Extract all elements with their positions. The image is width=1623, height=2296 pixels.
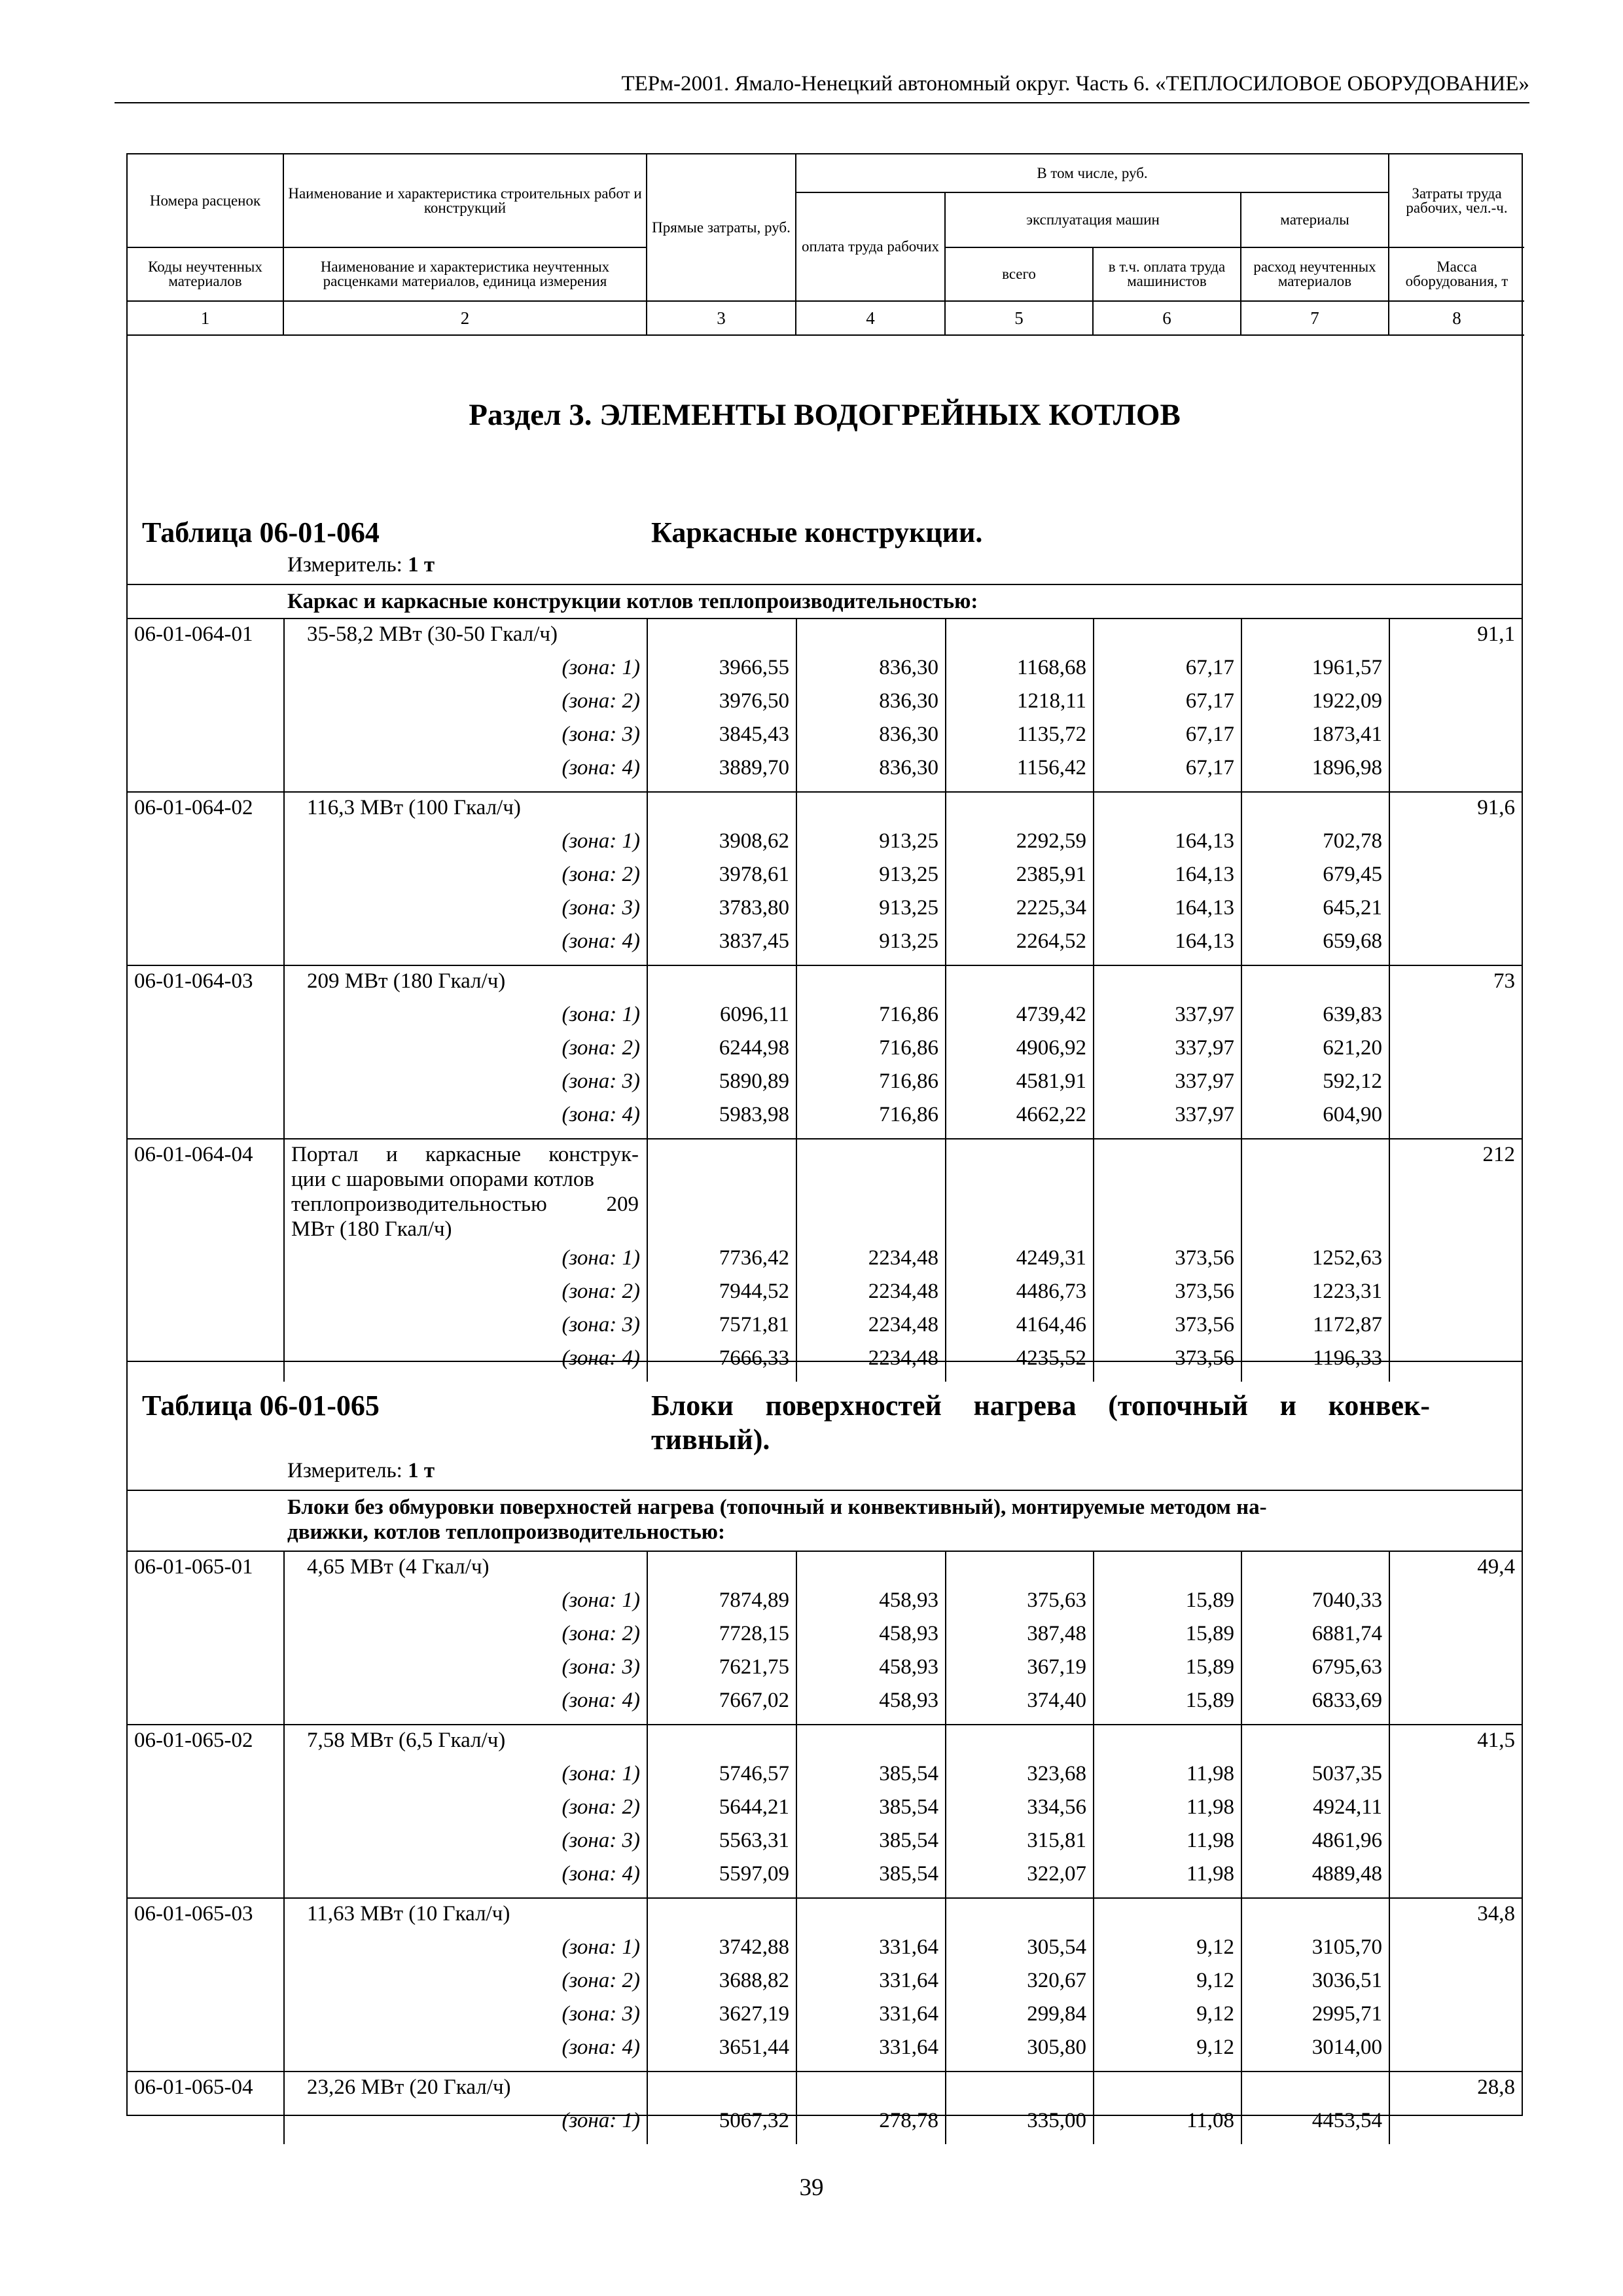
machines-cell: 4164,46 — [1016, 1313, 1086, 1336]
unit-label: Измеритель: — [287, 1459, 402, 1482]
operators-wages-cell: 67,17 — [1185, 756, 1234, 780]
rate-name: 35-58,2 МВт (30-50 Гкал/ч) — [307, 622, 558, 646]
wages-cell: 913,25 — [879, 896, 938, 920]
operators-wages-cell: 15,89 — [1185, 1622, 1234, 1645]
table1-unit — [287, 552, 435, 577]
direct-costs-cell: 6244,98 — [719, 1036, 789, 1060]
header-work-name: Наименование и характеристика строительных работ и конструкций — [283, 154, 647, 247]
wages-cell: 458,93 — [879, 1689, 938, 1712]
column-number: 8 — [1389, 301, 1524, 335]
machines-cell: 4235,52 — [1016, 1346, 1086, 1370]
materials-cell: 621,20 — [1323, 1036, 1382, 1060]
rate-code: 06-01-065-01 — [134, 1555, 253, 1579]
wages-cell: 2234,48 — [868, 1246, 938, 1270]
materials-cell: 702,78 — [1323, 829, 1382, 853]
row-divider — [128, 2071, 1522, 2072]
machines-cell: 4906,92 — [1016, 1036, 1086, 1060]
materials-cell: 3014,00 — [1311, 2036, 1382, 2059]
materials-cell: 3105,70 — [1311, 1935, 1382, 1959]
table2-unit — [287, 1458, 435, 1483]
zone-label: (зона: 3) — [562, 896, 640, 920]
column-divider — [796, 618, 797, 1382]
wages-cell: 2234,48 — [868, 1313, 938, 1336]
operators-wages-cell: 337,97 — [1175, 1069, 1234, 1093]
header-direct-costs: Прямые затраты, руб. — [647, 154, 796, 301]
direct-costs-cell: 5983,98 — [719, 1103, 789, 1126]
machines-cell: 374,40 — [1027, 1689, 1086, 1712]
zone-label: (зона: 1) — [562, 2109, 640, 2132]
operators-wages-cell: 373,56 — [1175, 1346, 1234, 1370]
table2-name-line: Блоки поверхностей нагрева (топочный и конвек- — [651, 1390, 1430, 1422]
operators-wages-cell: 9,12 — [1196, 2002, 1234, 2026]
materials-cell: 659,68 — [1323, 929, 1382, 953]
materials-cell: 1873,41 — [1311, 723, 1382, 746]
header-materials: материалы — [1241, 192, 1389, 247]
materials-cell: 639,83 — [1323, 1003, 1382, 1026]
column-divider — [1241, 1551, 1242, 2144]
column-divider — [1389, 1551, 1390, 2144]
header-machines-total: всего — [945, 247, 1093, 301]
wages-cell: 385,54 — [879, 1829, 938, 1852]
zone-label: (зона: 1) — [562, 1588, 640, 1612]
zone-label: (зона: 3) — [562, 1655, 640, 1679]
zone-label: (зона: 3) — [562, 2002, 640, 2026]
operators-wages-cell: 9,12 — [1196, 1969, 1234, 1992]
materials-cell: 1961,57 — [1311, 656, 1382, 679]
rate-name: 11,63 МВт (10 Гкал/ч) — [307, 1902, 510, 1926]
unit-value: 1 т — [408, 553, 435, 577]
wages-cell: 913,25 — [879, 829, 938, 853]
rate-name-line: ции с шаровыми опорами котлов — [291, 1168, 594, 1191]
zone-label: (зона: 2) — [562, 1280, 640, 1303]
direct-costs-cell: 7944,52 — [719, 1280, 789, 1303]
machines-cell: 320,67 — [1027, 1969, 1086, 1992]
unit-value: 1 т — [408, 1459, 435, 1482]
machines-cell: 2385,91 — [1016, 863, 1086, 886]
header-material-usage: расход неучтенных материалов — [1241, 247, 1389, 301]
zone-label: (зона: 4) — [562, 1689, 640, 1712]
zone-label: (зона: 4) — [562, 1346, 640, 1370]
equipment-mass: 34,8 — [1477, 1902, 1515, 1926]
zone-label: (зона: 2) — [562, 1969, 640, 1992]
machines-cell: 4249,31 — [1016, 1246, 1086, 1270]
materials-cell: 679,45 — [1323, 863, 1382, 886]
row-divider — [128, 791, 1522, 793]
direct-costs-cell: 3966,55 — [719, 656, 789, 679]
operators-wages-cell: 11,08 — [1186, 2109, 1234, 2132]
materials-cell: 6795,63 — [1311, 1655, 1382, 1679]
header-operators-wages: в т.ч. оплата труда машинистов — [1093, 247, 1241, 301]
machines-cell: 322,07 — [1027, 1862, 1086, 1886]
column-number: 5 — [945, 301, 1093, 335]
header-labor: Затраты труда рабочих, чел.-ч. — [1389, 154, 1524, 247]
operators-wages-cell: 9,12 — [1196, 2036, 1234, 2059]
operators-wages-cell: 67,17 — [1185, 723, 1234, 746]
table2-group-line: Блоки без обмуровки поверхностей нагрева (топочный и конвективный), монтируемые методом на- — [287, 1496, 1267, 1519]
operators-wages-cell: 67,17 — [1185, 656, 1234, 679]
operators-wages-cell: 337,97 — [1175, 1103, 1234, 1126]
wages-cell: 836,30 — [879, 689, 938, 713]
equipment-mass: 91,6 — [1477, 796, 1515, 819]
wages-cell: 385,54 — [879, 1862, 938, 1886]
column-divider — [1093, 618, 1094, 1382]
operators-wages-cell: 11,98 — [1186, 1795, 1234, 1819]
wages-cell: 2234,48 — [868, 1280, 938, 1303]
equipment-mass: 49,4 — [1477, 1555, 1515, 1579]
machines-cell: 367,19 — [1027, 1655, 1086, 1679]
direct-costs-cell: 5597,09 — [719, 1862, 789, 1886]
direct-costs-cell: 7874,89 — [719, 1588, 789, 1612]
equipment-mass: 91,1 — [1477, 622, 1515, 646]
operators-wages-cell: 373,56 — [1175, 1280, 1234, 1303]
rate-name-line: Портал и каркасные конструк- — [291, 1143, 639, 1166]
operators-wages-cell: 164,13 — [1175, 863, 1234, 886]
direct-costs-cell: 3837,45 — [719, 929, 789, 953]
column-number: 7 — [1241, 301, 1389, 335]
column-number: 3 — [647, 301, 796, 335]
operators-wages-cell: 164,13 — [1175, 829, 1234, 853]
zone-label: (зона: 4) — [562, 1862, 640, 1886]
direct-costs-cell: 3651,44 — [719, 2036, 789, 2059]
materials-cell: 1172,87 — [1312, 1313, 1382, 1336]
table2-group-line: движки, котлов теплопроизводительностью: — [287, 1520, 726, 1544]
zone-label: (зона: 1) — [562, 1246, 640, 1270]
header-machines: эксплуатация машин — [945, 192, 1241, 247]
direct-costs-cell: 7571,81 — [719, 1313, 789, 1336]
zone-label: (зона: 4) — [562, 1103, 640, 1126]
direct-costs-cell: 5644,21 — [719, 1795, 789, 1819]
header-rate-numbers: Номера расценок — [128, 154, 283, 247]
column-divider — [945, 618, 946, 1382]
direct-costs-cell: 3976,50 — [719, 689, 789, 713]
row-divider — [128, 1138, 1522, 1139]
wages-cell: 458,93 — [879, 1588, 938, 1612]
operators-wages-cell: 373,56 — [1175, 1313, 1234, 1336]
machines-cell: 1218,11 — [1016, 689, 1086, 713]
operators-wages-cell: 11,98 — [1186, 1829, 1234, 1852]
equipment-mass: 73 — [1493, 969, 1515, 993]
wages-cell: 913,25 — [879, 929, 938, 953]
zone-label: (зона: 3) — [562, 1829, 640, 1852]
wages-cell: 458,93 — [879, 1622, 938, 1645]
operators-wages-cell: 164,13 — [1175, 896, 1234, 920]
wages-cell: 331,64 — [879, 2036, 938, 2059]
direct-costs-cell: 7666,33 — [719, 1346, 789, 1370]
direct-costs-cell: 3908,62 — [719, 829, 789, 853]
wages-cell: 836,30 — [879, 656, 938, 679]
direct-costs-cell: 3889,70 — [719, 756, 789, 780]
direct-costs-cell: 6096,11 — [719, 1003, 789, 1026]
header-including: В том числе, руб. — [796, 154, 1389, 192]
materials-cell: 1922,09 — [1311, 689, 1382, 713]
zone-label: (зона: 3) — [562, 723, 640, 746]
header-wages: оплата труда рабочих — [796, 192, 945, 301]
machines-cell: 315,81 — [1027, 1829, 1086, 1852]
wages-cell: 458,93 — [879, 1655, 938, 1679]
wages-cell: 913,25 — [879, 863, 938, 886]
rate-code: 06-01-065-03 — [134, 1902, 253, 1926]
rate-code: 06-01-064-01 — [134, 622, 253, 646]
header-material-name: Наименование и характеристика неучтенных расценками материалов, единица измерения — [283, 247, 647, 301]
table2-name — [651, 1389, 1430, 1457]
zone-label: (зона: 1) — [562, 656, 640, 679]
machines-cell: 335,00 — [1027, 2109, 1086, 2132]
row-divider — [128, 1724, 1522, 1725]
materials-cell: 2995,71 — [1311, 2002, 1382, 2026]
machines-cell: 4486,73 — [1016, 1280, 1086, 1303]
direct-costs-cell: 3783,80 — [719, 896, 789, 920]
materials-cell: 6881,74 — [1311, 1622, 1382, 1645]
column-divider — [1389, 618, 1390, 1382]
zone-label: (зона: 3) — [562, 1313, 640, 1336]
machines-cell: 1135,72 — [1016, 723, 1086, 746]
machines-cell: 4581,91 — [1016, 1069, 1086, 1093]
machines-cell: 2264,52 — [1016, 929, 1086, 953]
rate-code: 06-01-065-02 — [134, 1729, 253, 1752]
column-divider — [945, 1551, 946, 2144]
direct-costs-cell: 3688,82 — [719, 1969, 789, 1992]
zone-label: (зона: 1) — [562, 1762, 640, 1785]
wages-cell: 385,54 — [879, 1795, 938, 1819]
running-head: ТЕРм-2001. Ямало-Ненецкий автономный округ. Часть 6. «ТЕПЛОСИЛОВОЕ ОБОРУДОВАНИЕ» — [621, 72, 1529, 96]
wages-cell: 716,86 — [879, 1036, 938, 1060]
machines-cell: 2292,59 — [1016, 829, 1086, 853]
machines-cell: 387,48 — [1027, 1622, 1086, 1645]
zone-label: (зона: 3) — [562, 1069, 640, 1093]
column-number: 4 — [796, 301, 945, 335]
wages-cell: 385,54 — [879, 1762, 938, 1785]
machines-cell: 299,84 — [1027, 2002, 1086, 2026]
column-divider — [796, 1551, 797, 2144]
rule — [128, 1551, 1522, 1552]
operators-wages-cell: 15,89 — [1185, 1689, 1234, 1712]
header-codes: Коды неучтенных материалов — [128, 247, 283, 301]
zone-label: (зона: 2) — [562, 1622, 640, 1645]
direct-costs-cell: 7728,15 — [719, 1622, 789, 1645]
materials-cell: 4924,11 — [1312, 1795, 1382, 1819]
table-header — [128, 154, 1524, 336]
materials-cell: 645,21 — [1323, 896, 1382, 920]
direct-costs-cell: 5067,32 — [719, 2109, 789, 2132]
direct-costs-cell: 3978,61 — [719, 863, 789, 886]
operators-wages-cell: 9,12 — [1196, 1935, 1234, 1959]
rate-name-line: МВт (180 Гкал/ч) — [291, 1217, 452, 1241]
equipment-mass: 212 — [1482, 1143, 1515, 1166]
materials-cell: 4453,54 — [1311, 2109, 1382, 2132]
zone-label: (зона: 4) — [562, 756, 640, 780]
zone-label: (зона: 2) — [562, 689, 640, 713]
wages-cell: 2234,48 — [868, 1346, 938, 1370]
rule — [128, 584, 1522, 585]
rate-name: 209 МВт (180 Гкал/ч) — [307, 969, 506, 993]
materials-cell: 3036,51 — [1311, 1969, 1382, 1992]
direct-costs-cell: 5563,31 — [719, 1829, 789, 1852]
equipment-mass: 28,8 — [1477, 2075, 1515, 2099]
machines-cell: 1156,42 — [1016, 756, 1086, 780]
direct-costs-cell: 7667,02 — [719, 1689, 789, 1712]
rate-name: 7,58 МВт (6,5 Гкал/ч) — [307, 1729, 506, 1752]
rule — [128, 1361, 1522, 1362]
materials-cell: 5037,35 — [1311, 1762, 1382, 1785]
column-number: 1 — [128, 301, 283, 335]
zone-label: (зона: 1) — [562, 1935, 640, 1959]
wages-cell: 331,64 — [879, 1969, 938, 1992]
operators-wages-cell: 67,17 — [1185, 689, 1234, 713]
column-divider — [283, 1551, 285, 2144]
section-title: Раздел 3. ЭЛЕМЕНТЫ ВОДОГРЕЙНЫХ КОТЛОВ — [469, 398, 1181, 432]
table2-id: Таблица 06-01-065 — [142, 1390, 380, 1422]
direct-costs-cell: 7736,42 — [719, 1246, 789, 1270]
equipment-mass: 41,5 — [1477, 1729, 1515, 1752]
zone-label: (зона: 2) — [562, 1795, 640, 1819]
column-divider — [647, 1551, 648, 2144]
rate-code: 06-01-064-04 — [134, 1143, 253, 1166]
wages-cell: 836,30 — [879, 756, 938, 780]
table2-group — [287, 1495, 1531, 1545]
wages-cell: 836,30 — [879, 723, 938, 746]
wages-cell: 716,86 — [879, 1069, 938, 1093]
rate-name: 4,65 МВт (4 Гкал/ч) — [307, 1555, 490, 1579]
operators-wages-cell: 337,97 — [1175, 1003, 1234, 1026]
column-number: 2 — [283, 301, 647, 335]
column-divider — [1093, 1551, 1094, 2144]
materials-cell: 4861,96 — [1311, 1829, 1382, 1852]
operators-wages-cell: 15,89 — [1185, 1588, 1234, 1612]
operators-wages-cell: 164,13 — [1175, 929, 1234, 953]
machines-cell: 305,54 — [1027, 1935, 1086, 1959]
row-divider — [128, 1897, 1522, 1899]
column-number: 6 — [1093, 301, 1241, 335]
direct-costs-cell: 7621,75 — [719, 1655, 789, 1679]
table1-id: Таблица 06-01-064 — [142, 516, 380, 548]
materials-cell: 4889,48 — [1311, 1862, 1382, 1886]
materials-cell: 1252,63 — [1311, 1246, 1382, 1270]
materials-cell: 1196,33 — [1312, 1346, 1382, 1370]
wages-cell: 331,64 — [879, 2002, 938, 2026]
rule — [128, 1490, 1522, 1491]
rate-table — [126, 153, 1523, 2132]
machines-cell: 2225,34 — [1016, 896, 1086, 920]
table1-name: Каркасные конструкции. — [651, 516, 983, 548]
direct-costs-cell: 3742,88 — [719, 1935, 789, 1959]
materials-cell: 1896,98 — [1311, 756, 1382, 780]
rate-name — [291, 1142, 639, 1242]
machines-cell: 305,80 — [1027, 2036, 1086, 2059]
materials-cell: 7040,33 — [1311, 1588, 1382, 1612]
zone-label: (зона: 1) — [562, 1003, 640, 1026]
column-divider — [283, 618, 285, 1382]
rate-code: 06-01-065-04 — [134, 2075, 253, 2099]
rate-code: 06-01-064-03 — [134, 969, 253, 993]
rate-name: 116,3 МВт (100 Гкал/ч) — [307, 796, 521, 819]
operators-wages-cell: 373,56 — [1175, 1246, 1234, 1270]
rate-name-line: теплопроизводительностью 209 — [291, 1193, 639, 1216]
zone-label: (зона: 4) — [562, 929, 640, 953]
table1-group: Каркас и каркасные конструкции котлов теплопроизводительностью: — [287, 590, 978, 613]
machines-cell: 375,63 — [1027, 1588, 1086, 1612]
zone-label: (зона: 4) — [562, 2036, 640, 2059]
direct-costs-cell: 3627,19 — [719, 2002, 789, 2026]
machines-cell: 334,56 — [1027, 1795, 1086, 1819]
materials-cell: 1223,31 — [1311, 1280, 1382, 1303]
operators-wages-cell: 11,98 — [1186, 1762, 1234, 1785]
zone-label: (зона: 2) — [562, 1036, 640, 1060]
rate-name: 23,26 МВт (20 Гкал/ч) — [307, 2075, 511, 2099]
wages-cell: 716,86 — [879, 1003, 938, 1026]
materials-cell: 6833,69 — [1311, 1689, 1382, 1712]
machines-cell: 1168,68 — [1016, 656, 1086, 679]
zone-label: (зона: 1) — [562, 829, 640, 853]
machines-cell: 323,68 — [1027, 1762, 1086, 1785]
table2-name-line: тивный). — [651, 1424, 770, 1456]
rate-code: 06-01-064-02 — [134, 796, 253, 819]
direct-costs-cell: 5890,89 — [719, 1069, 789, 1093]
zone-label: (зона: 2) — [562, 863, 640, 886]
column-divider — [1241, 618, 1242, 1382]
wages-cell: 278,78 — [879, 2109, 938, 2132]
column-divider — [647, 618, 648, 1382]
operators-wages-cell: 11,98 — [1186, 1862, 1234, 1886]
header-mass: Масса оборудования, т — [1389, 247, 1524, 301]
rule — [128, 618, 1522, 619]
unit-label: Измеритель: — [287, 553, 402, 577]
page-number: 39 — [799, 2174, 824, 2201]
wages-cell: 716,86 — [879, 1103, 938, 1126]
header-rule — [115, 102, 1529, 103]
operators-wages-cell: 15,89 — [1185, 1655, 1234, 1679]
direct-costs-cell: 5746,57 — [719, 1762, 789, 1785]
operators-wages-cell: 337,97 — [1175, 1036, 1234, 1060]
machines-cell: 4662,22 — [1016, 1103, 1086, 1126]
wages-cell: 331,64 — [879, 1935, 938, 1959]
materials-cell: 592,12 — [1323, 1069, 1382, 1093]
direct-costs-cell: 3845,43 — [719, 723, 789, 746]
machines-cell: 4739,42 — [1016, 1003, 1086, 1026]
materials-cell: 604,90 — [1323, 1103, 1382, 1126]
row-divider — [128, 965, 1522, 966]
